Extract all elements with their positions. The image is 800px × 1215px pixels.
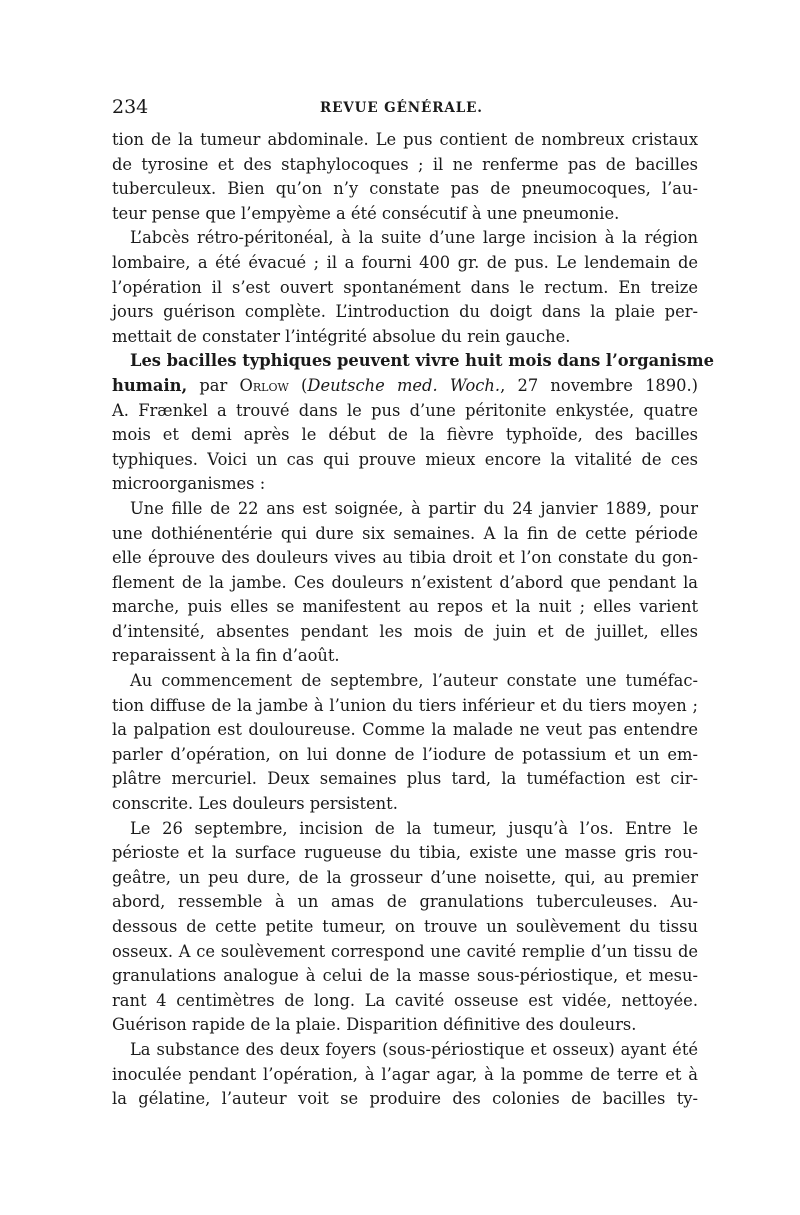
article-title: Les bacilles typhiques peuvent vivre huit mois dans l’organisme — [130, 351, 714, 371]
source-open: ( — [288, 375, 308, 395]
text-line: tion de la tumeur abdominale. Le pus contient de nombreux cristaux — [112, 130, 698, 149]
text-line: une dothiénentérie qui dure six semaines. A la fin de cette période — [112, 523, 698, 543]
paragraph — [112, 497, 698, 669]
page — [112, 96, 714, 1112]
text-line: mois et demi après le début de la fièvre typhoïde, des bacilles — [112, 425, 698, 445]
source-date: , 27 novembre 1890.) — [500, 375, 699, 395]
text-line: granulations analogue à celui de la masse sous-périostique, et mesu- — [112, 966, 698, 986]
text-line: d’intensité, absentes pendant les mois de juin et de juillet, elles — [112, 621, 698, 641]
text-line: de tyrosine et des staphylocoques ; il ne renferme pas de bacilles — [112, 154, 698, 174]
text-line: elle éprouve des douleurs vives au tibia droit et l’on constate du gon- — [112, 548, 698, 568]
author-name: Orlow — [239, 375, 289, 395]
text-line: A. Frænkel a trouvé dans le pus d’une péritonite enkystée, quatre — [112, 400, 698, 420]
text-line: Le 26 septembre, incision de la tumeur, jusqu’à l’os. Entre le — [130, 818, 698, 838]
article — [112, 349, 714, 497]
body-text — [112, 128, 714, 1112]
text-line: inoculée pendant l’opération, à l’agar agar, à la pomme de terre et à — [112, 1064, 698, 1084]
text-line: marche, puis elles se manifestent au repos et la nuit ; elles varient — [112, 597, 698, 617]
text-line: L’abcès rétro-péritonéal, à la suite d’une large incision à la région — [130, 228, 698, 248]
text-line: geâtre, un peu dure, de la grosseur d’une noisette, qui, au premier — [112, 867, 698, 887]
paragraph — [112, 128, 698, 226]
text-line: reparaissent à la fin d’août. — [112, 646, 340, 666]
journal-name: Deutsche med. Woch. — [307, 375, 501, 395]
text-line: tion diffuse de la jambe à l’union du tiers inférieur et du tiers moyen ; — [112, 695, 698, 715]
text-line: Au commencement de septembre, l’auteur constate une tuméfac- — [130, 671, 698, 691]
text-line: flement de la jambe. Ces douleurs n’existent d’abord que pendant la — [112, 572, 698, 592]
text-line: tuberculeux. Bien qu’on n’y constate pas de pneumocoques, l’au- — [112, 179, 698, 199]
running-head: REVUE GÉNÉRALE. — [320, 100, 483, 116]
text-line: conscrite. Les douleurs persistent. — [112, 794, 398, 814]
text-line: typhiques. Voici un cas qui prouve mieux encore la vitalité de ces — [112, 449, 698, 469]
text-line: Guérison rapide de la plaie. Disparition définitive des douleurs. — [112, 1015, 637, 1035]
text-line: La substance des deux foyers (sous-périostique et osseux) ayant été — [130, 1039, 698, 1059]
text-line: mettait de constater l’intégrité absolue du rein gauche. — [112, 326, 571, 346]
text-line: lombaire, a été évacué ; il a fourni 400 gr. de pus. Le lendemain de — [112, 252, 698, 272]
text-line: l’opération il s’est ouvert spontanément dans le rectum. En treize — [112, 277, 698, 297]
paragraph — [112, 226, 698, 349]
text-line: la gélatine, l’auteur voit se produire des colonies de bacilles ty- — [112, 1089, 698, 1109]
paragraph — [112, 1038, 698, 1112]
page-header — [112, 96, 698, 128]
text-line: osseux. A ce soulèvement correspond une cavité remplie d’un tissu de — [112, 941, 698, 961]
text-line: dessous de cette petite tumeur, on trouve un soulèvement du tissu — [112, 917, 698, 936]
text-line: microorganismes : — [112, 474, 266, 494]
text-line: jours guérison complète. L’introduction du doigt dans la plaie per- — [112, 302, 698, 322]
page-number: 234 — [112, 96, 149, 118]
text-line: parler d’opération, on lui donne de l’iodure de potassium et un em- — [112, 744, 698, 764]
text-line: plâtre mercuriel. Deux semaines plus tard, la tuméfaction est cir- — [112, 769, 698, 789]
text-line: abord, ressemble à un amas de granulations tuberculeuses. Au- — [112, 892, 698, 912]
byline-prefix: par — [187, 375, 240, 395]
text-line: Une fille de 22 ans est soignée, à partir du 24 janvier 1889, pour — [130, 498, 698, 518]
text-line: périoste et la surface rugueuse du tibia, existe une masse gris rou- — [112, 843, 698, 863]
text-line: rant 4 centimètres de long. La cavité osseuse est vidée, nettoyée. — [112, 990, 698, 1010]
text-line: la palpation est douloureuse. Comme la malade ne veut pas entendre — [112, 720, 698, 740]
article-title-line — [112, 374, 698, 399]
paragraph — [112, 669, 698, 817]
paragraph — [112, 817, 698, 1038]
text-line: teur pense que l’empyème a été consécutif à une pneumonie. — [112, 203, 620, 223]
article-title-end: humain, — [112, 375, 188, 395]
